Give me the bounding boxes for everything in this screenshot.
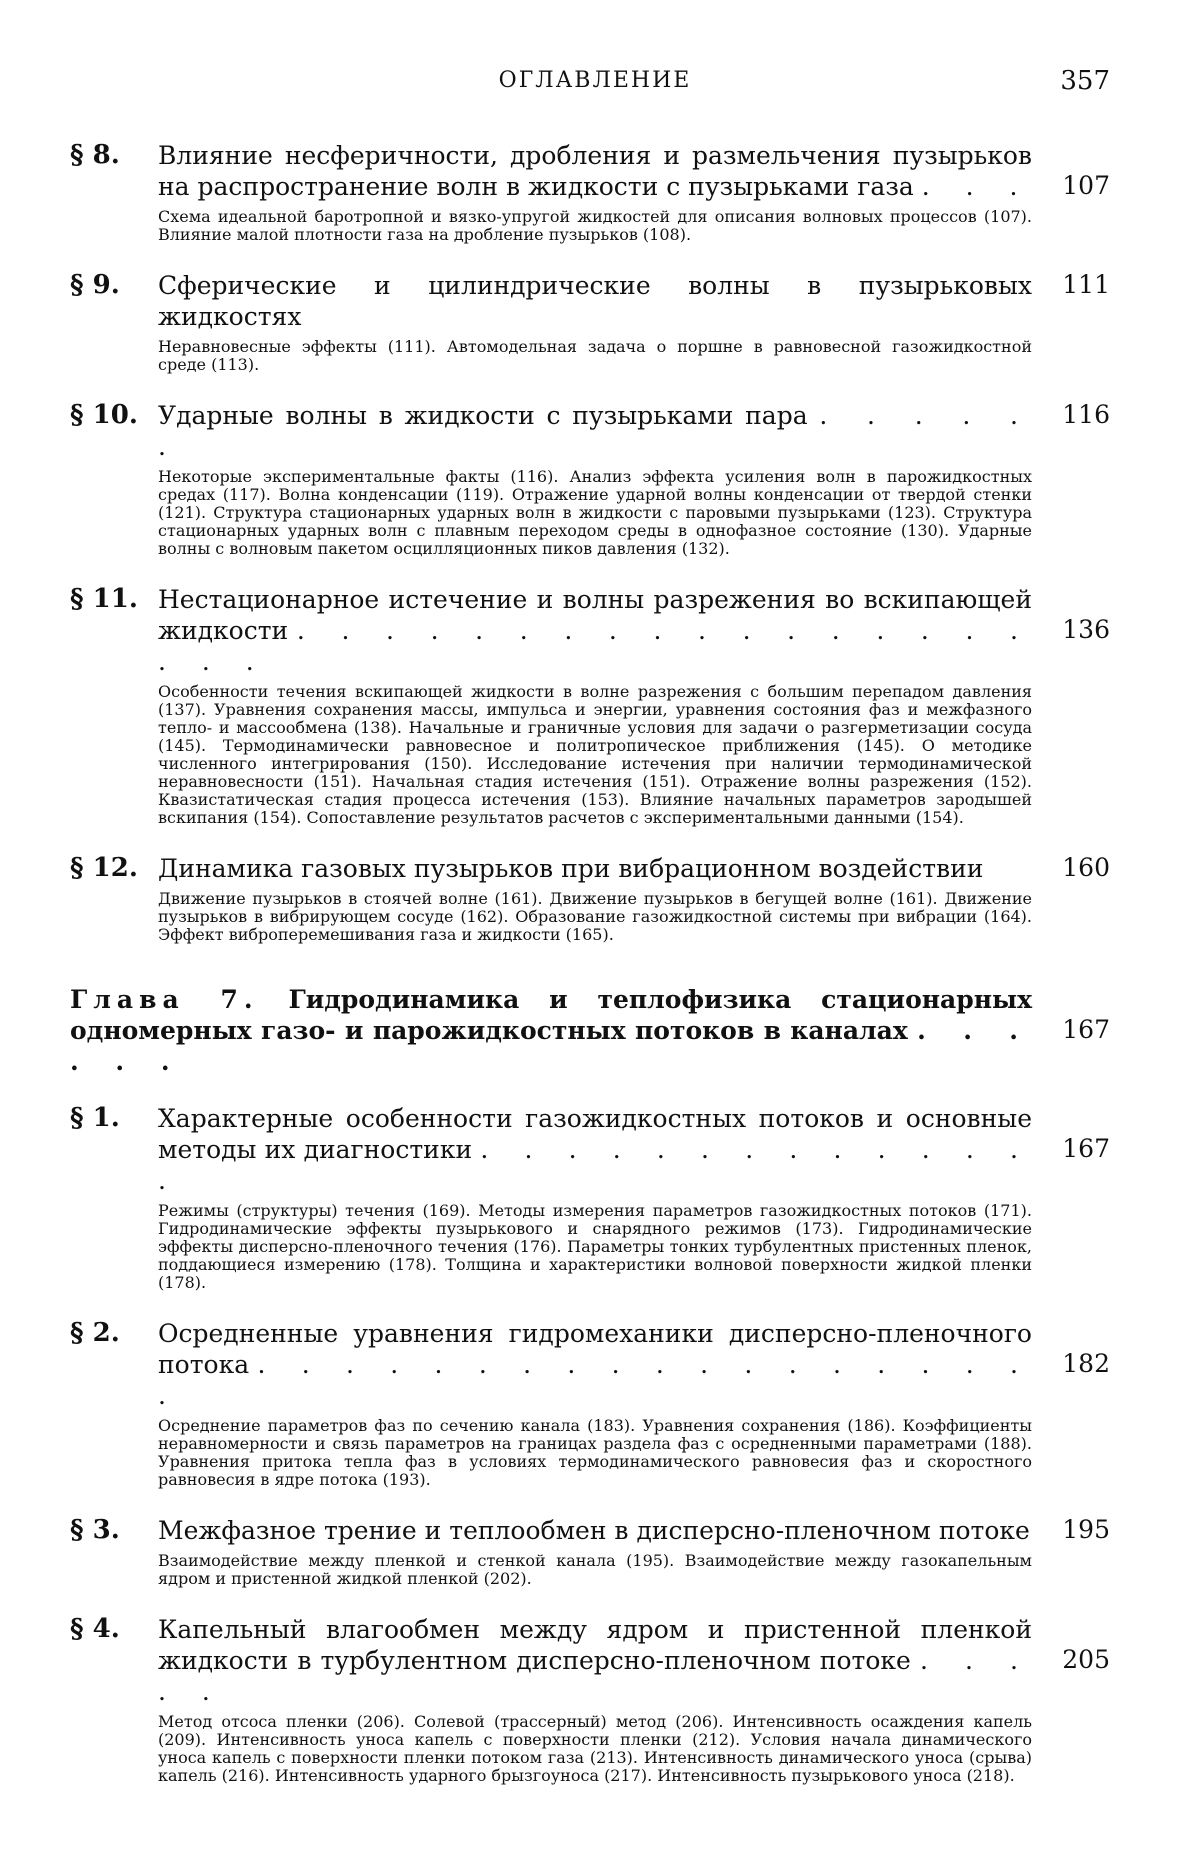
section-description: Некоторые экспериментальные факты (116). Анализ эффекта усиления волн в парожидкостных средах (117). Волна конденсации (119). Отражение ударной волны конденсации от твердой стенки (121). Структура стационарных ударных волн в жидкости с паровыми пузырьками (123). Структура стационарных ударных волн с плавным переходом среды в однофазное состояние (130). Ударные волны с волновым пакетом осцилляционных пиков давления (132). <box>158 468 1032 558</box>
section-description: Схема идеальной баротропной и вязко-упругой жидкостей для описания волновых процессов (107). Влияние малой плотности газа на дробление пузырьков (108). <box>158 208 1032 244</box>
toc-entry <box>70 400 1110 558</box>
toc-entry <box>70 853 1110 944</box>
toc-entry <box>70 584 1110 827</box>
section-heading <box>158 400 1032 462</box>
page-ref: 136 <box>1040 615 1110 644</box>
section-number: § 11. <box>70 584 158 614</box>
chapter-heading <box>70 984 1032 1077</box>
section-number: § 8. <box>70 140 158 170</box>
leader-dots: . . . . . . <box>70 1016 1032 1076</box>
page-ref: 116 <box>1040 400 1110 429</box>
toc-entry <box>70 1103 1110 1292</box>
section-number: § 1. <box>70 1103 158 1133</box>
leader-dots: . . . . . . <box>158 401 1032 461</box>
section-description: Режимы (структуры) течения (169). Методы измерения параметров газожидкостных потоков (171). Гидродинамические эффекты пузырькового и снарядного режимов (173). Гидродинамические эффекты дисперсно-пленочного течения (176). Параметры тонких турбулентных пристенных пленок, поддающиеся измерению (178). Толщина и характеристики волновой поверхности жидкой пленки (178). <box>158 1202 1032 1292</box>
chapter-title: Гидродинамика и теплофизика стационарных одномерных газо- и парожидкостных потоков в каналах <box>70 985 1032 1045</box>
toc-entry <box>70 140 1110 244</box>
section-heading <box>158 270 1032 332</box>
leader-dots: . . . . . . . . . . . . . . . . . . . . <box>158 616 1032 676</box>
section-heading <box>158 584 1032 677</box>
section-title: Сферические и цилиндрические волны в пузырьковых жидкостях <box>158 271 1032 331</box>
page-ref: 160 <box>1040 853 1110 882</box>
page-ref: 167 <box>1040 1015 1110 1044</box>
page-ref: 111 <box>1040 270 1110 299</box>
section-number: § 12. <box>70 853 158 883</box>
section-description: Осреднение параметров фаз по сечению канала (183). Уравнения сохранения (186). Коэффициенты неравномерности и связь параметров на границах раздела фаз с осредненными параметрами (188). Уравнения притока тепла фаз в условиях термодинамического равновесия фаз и скоростного равновесия в ядре потока (193). <box>158 1417 1032 1489</box>
section-title: Влияние несферичности, дробления и размельчения пузырьков на распространение волн в жидкости с пузырьками газа <box>158 141 1032 201</box>
section-title: Нестационарное истечение и волны разрежения во вскипающей жидкости <box>158 585 1032 645</box>
section-heading <box>158 853 1032 884</box>
section-description: Движение пузырьков в стоячей волне (161). Движение пузырьков в бегущей волне (161). Движение пузырьков в вибрирующем сосуде (162). Образование газожидкостной системы при вибрации (164). Эффект виброперемешивания газа и жидкости (165). <box>158 890 1032 944</box>
page-ref: 167 <box>1040 1134 1110 1163</box>
section-description: Неравновесные эффекты (111). Автомодельная задача о поршне в равновесной газожидкостной среде (113). <box>158 338 1032 374</box>
section-title: Осредненные уравнения гидромеханики дисперсно-пленочного потока <box>158 1319 1032 1379</box>
chapter-label: Глава 7. <box>70 985 259 1014</box>
section-number: § 9. <box>70 270 158 300</box>
toc-entry <box>70 1318 1110 1489</box>
section-heading <box>158 1614 1032 1707</box>
section-title: Капельный влагообмен между ядром и пристенной пленкой жидкости в турбулентном дисперсно-пленочном потоке <box>158 1615 1032 1675</box>
section-description: Метод отсоса пленки (206). Солевой (трассерный) метод (206). Интенсивность осаждения капель (209). Интенсивность уноса капель с поверхности пленки (212). Условия начала динамического уноса капель с поверхности пленки потоком газа (213). Интенсивность динамического уноса (срыва) капель (216). Интенсивность ударного брызгоуноса (217). Интенсивность пузырькового уноса (218). <box>158 1713 1032 1785</box>
page-ref: 182 <box>1040 1349 1110 1378</box>
toc-entry <box>70 270 1110 374</box>
toc-entry <box>70 1515 1110 1588</box>
section-heading <box>158 1515 1032 1546</box>
section-description: Взаимодействие между пленкой и стенкой канала (195). Взаимодействие между газокапельным ядром и пристенной жидкой пленкой (202). <box>158 1552 1032 1588</box>
table-of-contents <box>70 140 1110 1811</box>
leader-dots: . . . <box>922 172 1032 201</box>
section-title: Характерные особенности газожидкостных потоков и основные методы их диагностики <box>158 1104 1032 1164</box>
running-title: ОГЛАВЛЕНИЕ <box>80 68 1110 93</box>
section-heading <box>158 1103 1032 1196</box>
section-number: § 2. <box>70 1318 158 1348</box>
section-description: Особенности течения вскипающей жидкости в волне разрежения с большим перепадом давления (137). Уравнения сохранения массы, импульса и энергии, уравнения состояния фаз и межфазного тепло- и массообмена (138). Начальные и граничные условия для задачи о разгерметизации сосуда (145). Термодинамически равновесное и политропическое приближения (145). О методике численного интегрирования (150). Исследование истечения при наличии термодинамической неравновесности (151). Начальная стадия истечения (151). Отражение волны разрежения (152). Квазистатическая стадия процесса истечения (153). Влияние начальных параметров зародышей вскипания (154). Сопоставление результатов расчетов с экспериментальными данными (154). <box>158 683 1032 827</box>
leader-dots: . . . . . <box>158 1646 1032 1706</box>
chapter-entry <box>70 984 1110 1077</box>
page-number: 357 <box>1060 66 1110 96</box>
leader-dots: . . . . . . . . . . . . . . <box>158 1135 1032 1195</box>
section-title: Межфазное трение и теплообмен в дисперсно-пленочном потоке <box>158 1516 1030 1545</box>
section-number: § 10. <box>70 400 158 430</box>
page-header <box>80 60 1110 100</box>
section-title: Динамика газовых пузырьков при вибрационном воздействии <box>158 854 983 883</box>
page-ref: 195 <box>1040 1515 1110 1544</box>
page-ref: 107 <box>1040 171 1110 200</box>
section-title: Ударные волны в жидкости с пузырьками пара <box>158 401 808 430</box>
section-number: § 4. <box>70 1614 158 1644</box>
leader-dots: . . . . . . . . . . . . . . . . . . . <box>158 1350 1032 1410</box>
page-ref: 205 <box>1040 1645 1110 1674</box>
section-number: § 3. <box>70 1515 158 1545</box>
section-heading <box>158 140 1032 202</box>
toc-entry <box>70 1614 1110 1785</box>
section-heading <box>158 1318 1032 1411</box>
